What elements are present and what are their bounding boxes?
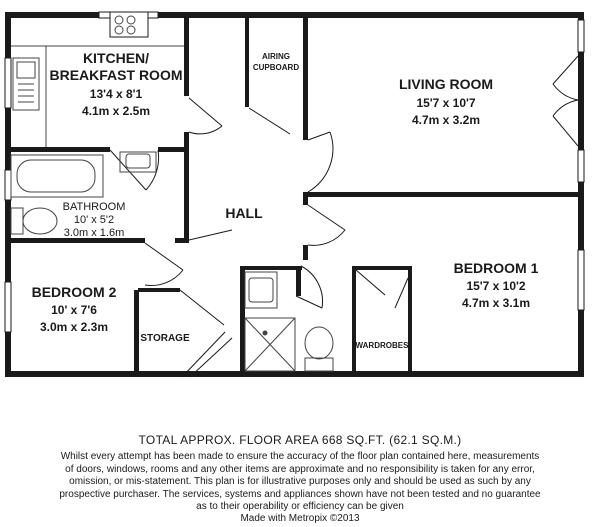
bathroom-dim-metric: 3.0m x 1.6m (63, 227, 125, 239)
total-floor-area: TOTAL APPROX. FLOOR AREA 668 SQ.FT. (62.1 SQ.M.) (138, 433, 462, 447)
living-window-bottom (578, 150, 584, 182)
airing-line-2: CUPBOARD (252, 63, 300, 72)
kitchen-name-2: BREAKFAST ROOM (49, 67, 183, 83)
ensuite-basin-icon (245, 272, 277, 308)
made-with-credit: Made with Metropix ©2013 (240, 513, 360, 524)
disclaimer-line: omission, or mis-statement. This plan is for illustrative purposes only and should be used as such by any (69, 476, 531, 487)
bathroom-window (5, 170, 11, 200)
bathroom-dim-imperial: 10' x 5'2 (73, 214, 115, 226)
bedroom1-dim-imperial: 15'7 x 10'2 (466, 279, 526, 293)
bedroom1-dim-metric: 4.7m x 3.1m (461, 296, 531, 310)
french-doors (553, 56, 578, 146)
bedroom1-window (578, 250, 584, 310)
disclaimer (20, 451, 580, 514)
living-dim-imperial: 15'7 x 10'7 (416, 96, 476, 110)
ensuite-toilet-icon (305, 358, 333, 371)
disclaimer-line: prospective purchaser. The services, systems and appliances shown have not been tested and no guarantee (59, 488, 541, 500)
bathroom-name: BATHROOM (62, 201, 126, 213)
airing-line-1: AIRING (262, 52, 290, 61)
disclaimer-line: as to their operability or efficiency can be given (196, 501, 404, 512)
disclaimer-line: of doors, windows, rooms and any other items are approximate and no responsibility is taken for any error, (65, 463, 535, 475)
bathroom-basin-icon (120, 152, 156, 172)
living-name: LIVING ROOM (398, 76, 494, 92)
kitchen-name-1: KITCHEN/ (82, 50, 150, 66)
kitchen-dim-metric: 4.1m x 2.5m (81, 104, 151, 118)
living-window-top (578, 20, 584, 52)
bedroom2-dim-imperial: 10' x 7'6 (51, 303, 97, 317)
hall-name: HALL (225, 205, 263, 221)
wardrobes-name: WARDROBES (355, 341, 409, 350)
disclaimer-line: Whilst every attempt has been made to ensure the accuracy of the floor plan contained here, measurements (60, 451, 540, 462)
bathroom-toilet-icon (11, 208, 23, 234)
bedroom2-window (5, 282, 11, 332)
living-dim-metric: 4.7m x 3.2m (411, 113, 481, 127)
bedroom1-name: BEDROOM 1 (453, 260, 539, 276)
kitchen-left-window (5, 58, 11, 108)
storage-name: STORAGE (140, 333, 190, 344)
kitchen-dim-imperial: 13'4 x 8'1 (89, 87, 143, 101)
bedroom2-name: BEDROOM 2 (31, 284, 117, 300)
bedroom2-dim-metric: 3.0m x 2.3m (39, 320, 109, 334)
